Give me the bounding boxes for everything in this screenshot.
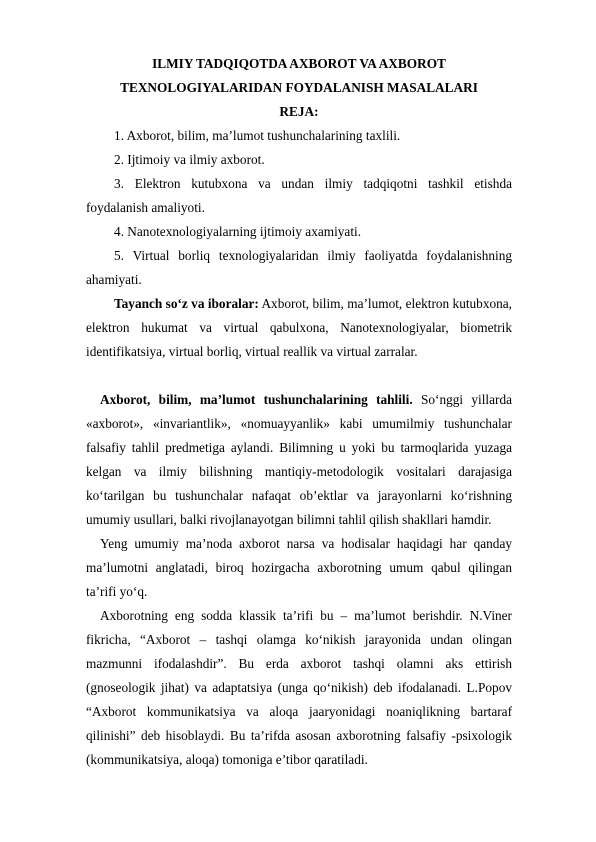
document-title-line-1: ILMIY TADQIQOTDA AXBOROT VA AXBOROT <box>152 56 446 71</box>
keywords-paragraph <box>86 292 512 364</box>
plan-item-4: 4. Nanotexnologiyalarning ijtimoiy axamiyati. <box>114 224 362 239</box>
plan-item-3: 3. Elektron kutubxona va undan ilmiy tadqiqotni tashkil etishda foydalanish amaliyoti. <box>86 176 512 215</box>
section-heading: Axborot, bilim, ma’lumot tushunchalarining tahlili. <box>100 392 413 407</box>
paragraph-2: Yeng umumiy ma’noda axborot narsa va hodisalar haqidagi har qanday ma’lumotni anglatadi, biroq hozirgacha axborotning umum qabul qilingan ta’rifi yo‘q. <box>86 536 512 599</box>
keywords-label: Tayanch so‘z va iboralar: <box>114 296 259 311</box>
document-title-line-2: TEXNOLOGIYALARIDAN FOYDALANISH MASALALARI <box>120 80 478 95</box>
plan-item-2: 2. Ijtimoiy va ilmiy axborot. <box>114 152 265 167</box>
document-page <box>86 52 512 772</box>
spacer <box>86 364 512 388</box>
paragraph-3: Axborotning eng sodda klassik ta’rifi bu – ma’lumot berishdir. N.Viner fikricha, “Axborot – tashqi olamga ko‘nikish jarayonida undan olingan mazmunni ifodalashdir”. Bu erda axborot tashqi olamni aks ettirish (gnoseologik jihat) va adaptatsiya (unga qo‘nikish) deb ifodalanadi. L.Popov “Axborot kommunikatsiya va aloqa jaaryonidagi noaniqlikning bartaraf qilinishi” deb hisoblaydi. Bu ta’rifda asosan axborotning falsafiy -psixologik (kommunikatsiya, aloqa) tomoniga e’tibor qaratiladi. <box>86 608 512 767</box>
keywords-text: Axborot, bilim, ma’lumot, elektron kutubxona, elektron hukumat va virtual qabulxona, Nanotexnologiyalar, biometrik identifikatsiya, virtual borliq, virtual reallik va virtual zarralar. <box>86 296 513 359</box>
plan-heading: REJA: <box>279 104 319 119</box>
section-intro-paragraph <box>86 388 512 532</box>
plan-item-5: 5. Virtual borliq texnologiyalaridan ilmiy faoliyatda foydalanishning ahamiyati. <box>86 248 512 287</box>
plan-item-1: 1. Axborot, bilim, ma’lumot tushunchalarining taxlili. <box>114 128 401 143</box>
section-intro-text: So‘nggi yillarda «axborot», «invariantlik», «nomuayyanlik» kabi umumilmiy tushunchalar falsafiy tahlil predmetiga aylandi. Bilimning u yoki bu tarmoqlarida yuzaga kelgan va ilmiy bilishning mantiqiy-metodologik vositalari darajasiga ko‘tarilgan bu tushunchalar nafaqat ob’ektlar va jarayonlarni ko‘rishning umumiy usullari, balki rivojlanayotgan bilimni tahlil qilish shakllari hamdir. <box>86 392 513 527</box>
